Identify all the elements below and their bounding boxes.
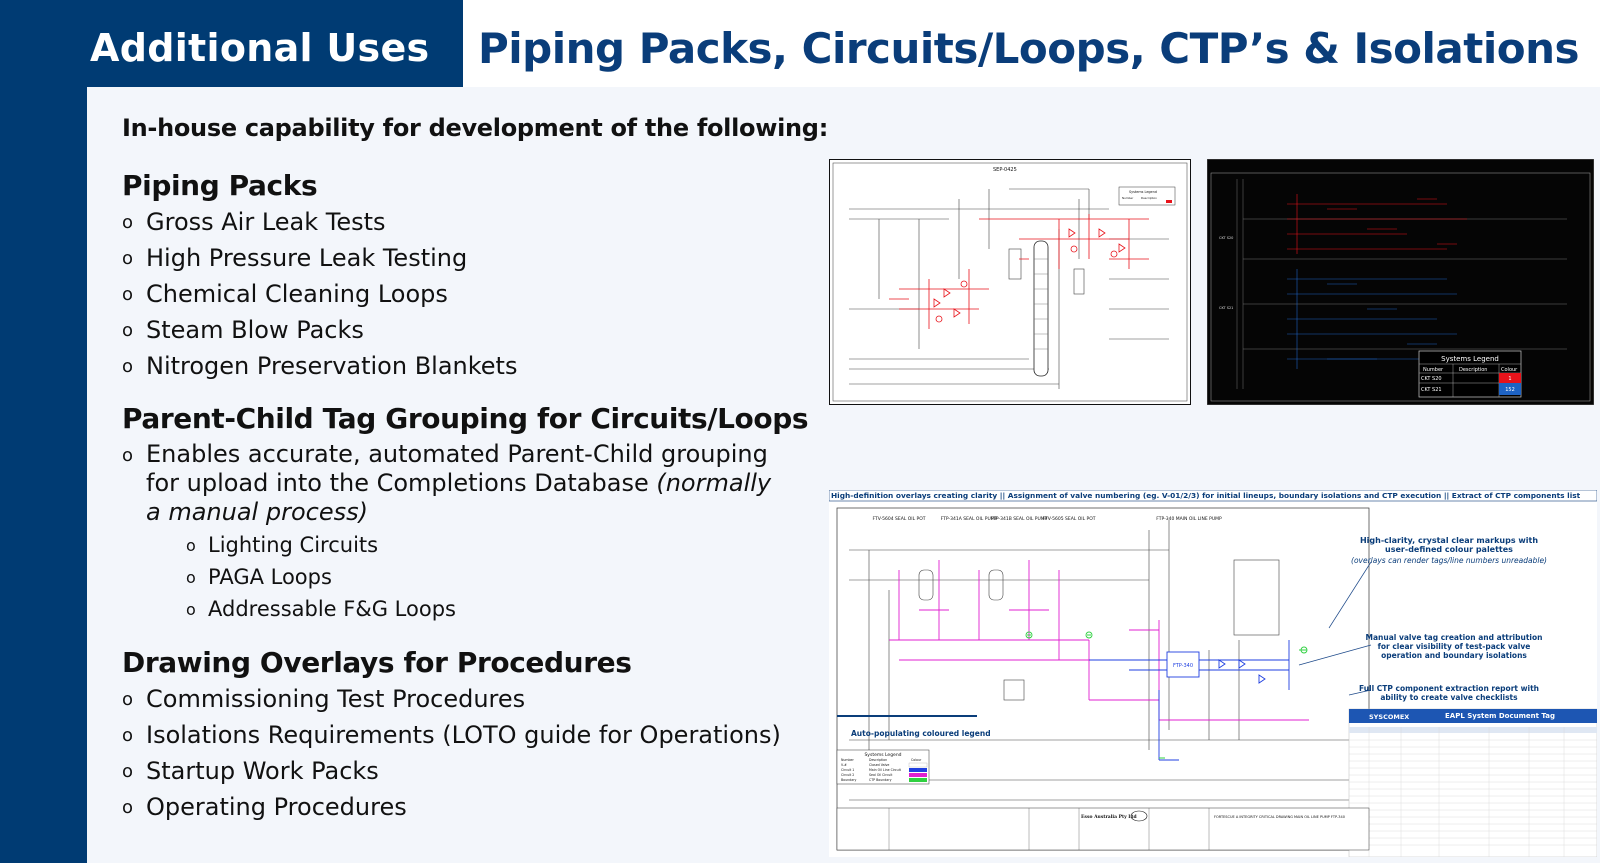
overlay-banner: High-definition overlays creating clarity || Assignment of valve numbering (eg. V-01/2/3) for initial lineups, boundary isolations and CTP execution || Extract of CTP components list: [831, 491, 1581, 500]
legend-col-number: Number: [841, 758, 854, 762]
piping-pack-drawing-svg: [829, 159, 1191, 405]
list-item: o Nitrogen Preservation Blankets: [122, 349, 517, 385]
pump-tag: FTP-340: [1172, 663, 1194, 669]
legend-col-colour: Colour: [1501, 367, 1518, 373]
list-item: o Steam Blow Packs: [122, 313, 517, 349]
bullet-marker: o: [122, 320, 134, 341]
overlay-drawing-svg: [829, 490, 1597, 857]
parent-child-sublist: [186, 530, 456, 626]
legend-row-number: CKT S21: [1421, 387, 1442, 393]
svg-text:Seal Oil Circuit: Seal Oil Circuit: [869, 773, 893, 777]
drawing-overlays-heading: Drawing Overlays for Procedures: [122, 646, 632, 679]
systems-legend: [1419, 351, 1521, 397]
legend-colour-code: 1: [1508, 376, 1512, 382]
bullet-marker: o: [186, 536, 196, 555]
overlay-drawing: [829, 490, 1597, 857]
callout-extraction: Full CTP component extraction report with ability to create valve checklists: [1358, 684, 1540, 702]
callout-markups: High-clarity, crystal clear markups with user-defined colour palettes: [1359, 536, 1539, 554]
bullet-marker: o: [122, 689, 134, 710]
bullet-marker: o: [122, 797, 134, 818]
extraction-report: [1349, 709, 1597, 857]
list-item: o Commissioning Test Procedures: [122, 682, 781, 718]
report-brand: SYSCOMEX: [1369, 713, 1410, 721]
svg-text:Circuit 2: Circuit 2: [841, 773, 855, 777]
legend-title: Systems Legend: [1441, 355, 1499, 363]
piping-pack-drawing: [829, 159, 1191, 405]
drawing-title-block: FORTESCUE A INTEGRITY CRITICAL DRAWING MAIN OIL LINE PUMP FTP-340: [1214, 815, 1345, 819]
callout-valve-tags: Manual valve tag creation and attribution for clear visibility of test-pack valve operation and boundary isolations: [1365, 633, 1543, 660]
svg-text:Circuit 1: Circuit 1: [841, 768, 855, 772]
equipment-labels: [872, 516, 1222, 522]
svg-text:Closed Valve: Closed Valve: [869, 763, 890, 767]
svg-text:V-#: V-#: [841, 763, 847, 767]
bullet-marker: o: [186, 600, 196, 619]
company-name: Esso Australia Pty Ltd: [1081, 815, 1137, 820]
section-title: Additional Uses: [90, 26, 430, 70]
parent-child-paragraph: o Enables accurate, automated Parent-Child grouping for upload into the Completions Database (normally a manual process): [122, 440, 772, 526]
circuits-drawing: [1207, 159, 1594, 405]
legend-col-description: Description: [869, 758, 888, 762]
intro-text: In-house capability for development of the following:: [122, 114, 828, 142]
svg-text:FTP-341A SEAL OIL PUMP: FTP-341A SEAL OIL PUMP: [940, 517, 998, 522]
column-vessel: [1034, 241, 1048, 376]
bullet-marker: o: [186, 568, 196, 587]
bullet-marker: o: [122, 725, 134, 746]
circuits-drawing-svg: [1207, 159, 1594, 405]
circuit-label-s20: CKT S20: [1219, 236, 1234, 240]
svg-text:FTV-5604 SEAL OIL POT: FTV-5604 SEAL OIL POT: [872, 517, 926, 522]
drawing-overlays-list: [122, 682, 781, 826]
bullet-marker: o: [122, 248, 134, 269]
systems-legend-box: [1119, 187, 1175, 205]
legend-col-colour: Colour: [911, 758, 922, 762]
svg-text:CTP Boundary: CTP Boundary: [869, 778, 892, 782]
legend-col-number: Number: [1122, 196, 1134, 200]
list-item: o Lighting Circuits: [186, 530, 456, 562]
auto-legend-label: Auto-populating coloured legend: [851, 729, 991, 738]
list-item: o Addressable F&G Loops: [186, 594, 456, 626]
legend-title: Systems Legend: [864, 753, 902, 758]
bullet-marker: o: [122, 356, 134, 377]
legend-title: Systems Legend: [1129, 190, 1157, 194]
svg-text:FTP-340 MAIN OIL LINE PUMP: FTP-340 MAIN OIL LINE PUMP: [1156, 517, 1222, 522]
legend-col-description: Description: [1459, 367, 1488, 373]
list-item: o Startup Work Packs: [122, 754, 781, 790]
bullet-marker: o: [122, 761, 134, 782]
piping-packs-list: [122, 205, 517, 385]
svg-text:FTP-341B SEAL OIL PUMP: FTP-341B SEAL OIL PUMP: [990, 517, 1048, 522]
svg-text:FTV-5605 SEAL OIL POT: FTV-5605 SEAL OIL POT: [1042, 517, 1096, 522]
callout-markups-note: (overlays can render tags/line numbers unreadable): [1351, 557, 1547, 565]
svg-text:Main Oil Line Circuit: Main Oil Line Circuit: [869, 768, 901, 772]
parent-child-heading: Parent-Child Tag Grouping for Circuits/Loops: [122, 402, 809, 435]
drawing-title: SEP-0425: [993, 167, 1017, 173]
legend-colour-code: 152: [1505, 387, 1515, 393]
list-item: o High Pressure Leak Testing: [122, 241, 517, 277]
bullet-marker: o: [122, 284, 134, 305]
legend-col-description: Description: [1141, 196, 1157, 200]
legend-col-number: Number: [1423, 367, 1444, 373]
list-item: o Isolations Requirements (LOTO guide for Operations): [122, 718, 781, 754]
bullet-marker: o: [122, 212, 134, 233]
bullet-marker: o: [122, 445, 134, 466]
report-title: EAPL System Document Tag: [1445, 712, 1555, 720]
circuit-label-s21: CKT S21: [1219, 306, 1234, 310]
list-item: o Operating Procedures: [122, 790, 781, 826]
title-block: [837, 808, 1369, 850]
list-item: o Gross Air Leak Tests: [122, 205, 517, 241]
list-item: o Chemical Cleaning Loops: [122, 277, 517, 313]
slide-title: Piping Packs, Circuits/Loops, CTP’s & Isolations: [478, 24, 1579, 73]
list-item: o PAGA Loops: [186, 562, 456, 594]
legend-row-number: CKT S20: [1421, 376, 1442, 382]
piping-packs-heading: Piping Packs: [122, 169, 318, 202]
svg-text:Boundary: Boundary: [841, 778, 857, 782]
